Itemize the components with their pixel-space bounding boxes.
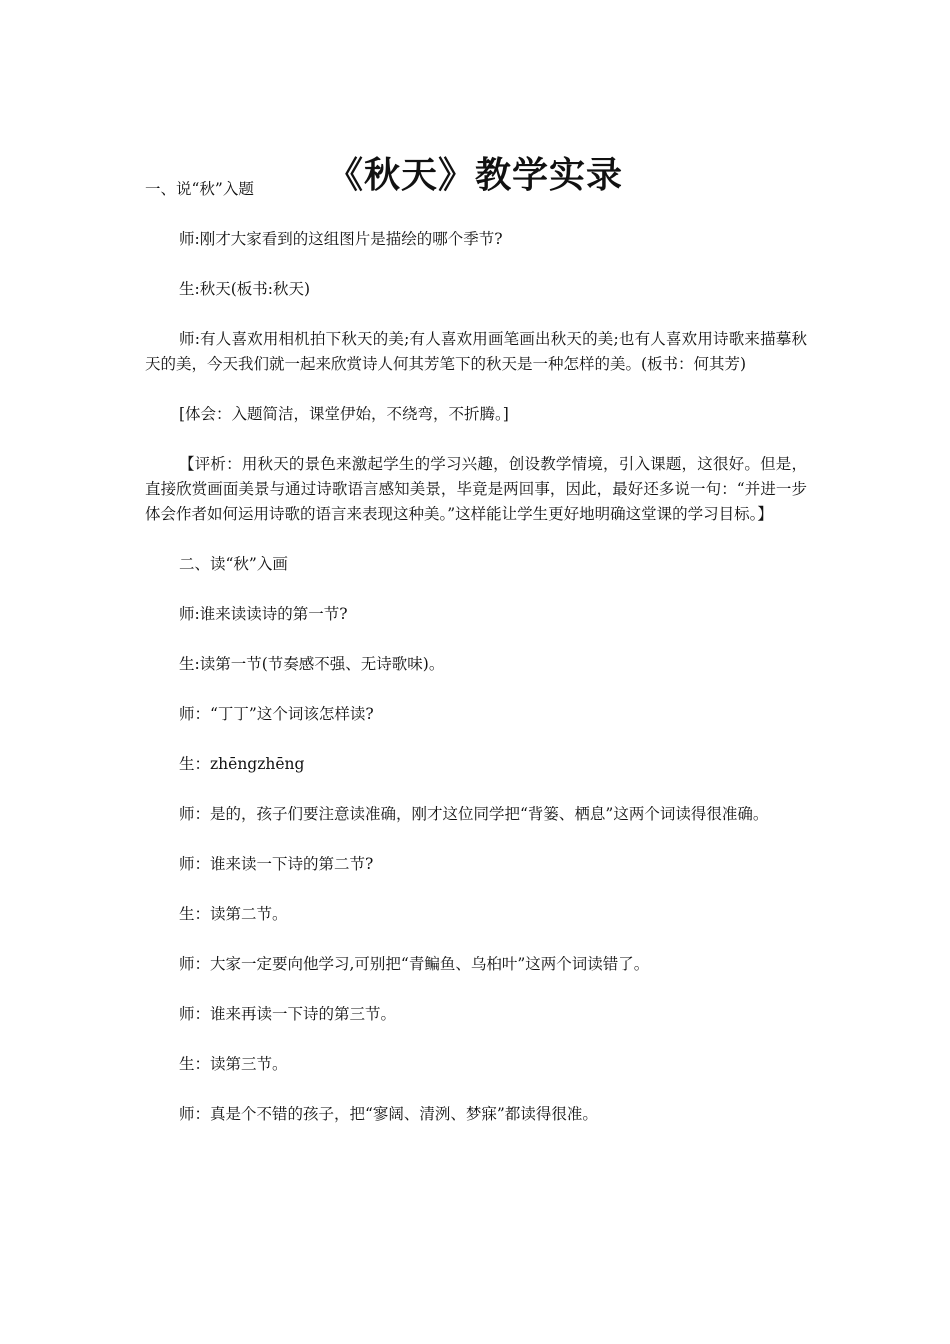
- paragraph: 师:有人喜欢用相机拍下秋天的美;有人喜欢用画笔画出秋天的美;也有人喜欢用诗歌来描摹秋天的美，今天我们就一起来欣赏诗人何其芳笔下的秋天是一种怎样的美。(板书：何其芳): [145, 330, 807, 373]
- paragraph: 师：谁来读一下诗的第二节?: [179, 855, 374, 873]
- paragraph: 生：读第二节。: [179, 905, 288, 923]
- paragraph: 师：是的，孩子们要注意读准确，刚才这位同学把“背篓、栖息”这两个词读得很准确。: [179, 805, 769, 823]
- paragraph: 师：真是个不错的孩子，把“寥阔、清洌、梦寐”都读得很准。: [179, 1105, 598, 1123]
- paragraph: 生：读第三节。: [179, 1055, 288, 1073]
- document-title: 《秋天》教学实录: [326, 154, 623, 197]
- paragraph: 师：“丁丁”这个词该怎样读?: [179, 705, 374, 723]
- reflection-note: [体会：入题简洁，课堂伊始，不绕弯，不折腾。]: [179, 405, 509, 423]
- paragraph: 生:读第一节(节奏感不强、无诗歌味)。: [179, 655, 445, 673]
- paragraph: 生:秋天(板书:秋天): [179, 280, 311, 298]
- paragraph: 生：zhēngzhēng: [179, 755, 305, 773]
- document-body: [145, 177, 807, 1152]
- paragraph: 师:谁来读读诗的第一节?: [179, 605, 348, 623]
- paragraph: 师：大家一定要向他学习,可别把“青鳊鱼、乌桕叶”这两个词读错了。: [179, 955, 650, 973]
- commentary-note: 【评析：用秋天的景色来激起学生的学习兴趣，创设教学情境，引入课题，这很好。但是，直接欣赏画面美景与通过诗歌语言感知美景，毕竟是两回事，因此，最好还多说一句：“并进一步体会作者如何运用诗歌的语言来表现这种美。”这样能让学生更好地明确这堂课的学习目标。】: [145, 455, 807, 523]
- section-heading-2: 二、读“秋”入画: [179, 555, 288, 573]
- paragraph: 师：谁来再读一下诗的第三节。: [179, 1005, 397, 1023]
- paragraph: 师:刚才大家看到的这组图片是描绘的哪个季节?: [179, 230, 503, 248]
- section-heading-1: 一、说“秋”入题: [145, 180, 254, 198]
